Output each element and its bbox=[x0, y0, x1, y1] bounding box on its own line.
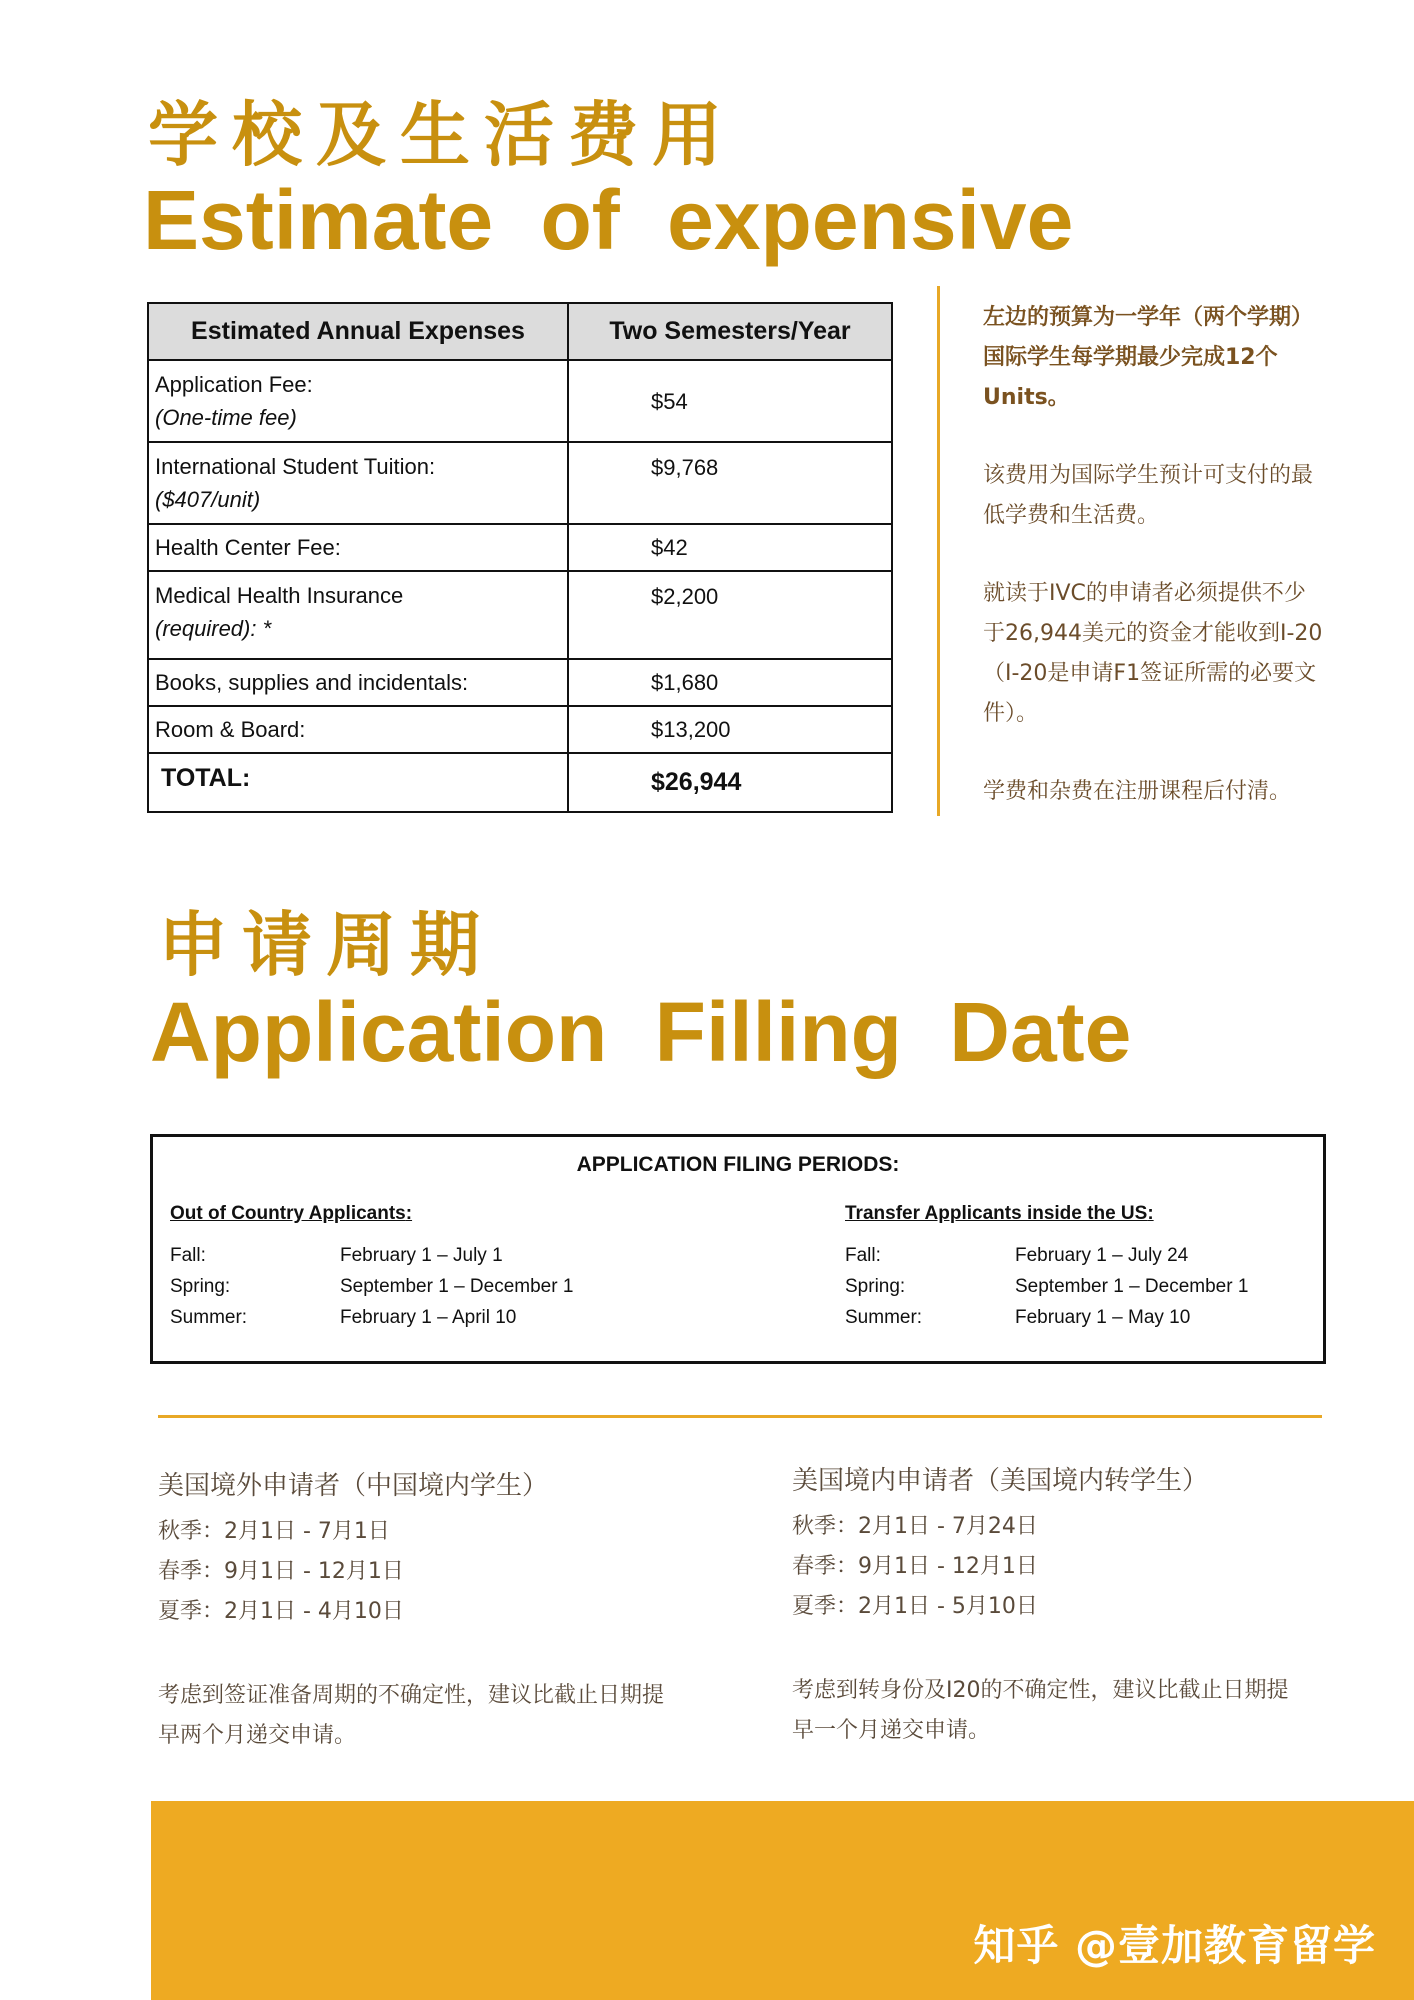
zh-period-line: 夏季：2月1日 - 5月10日 bbox=[792, 1594, 1038, 1619]
column-header: Two Semesters/Year bbox=[568, 303, 892, 360]
out-of-country-column bbox=[170, 1203, 573, 1338]
zh-left-heading: 美国境外申请者（中国境内学生） bbox=[158, 1471, 549, 1501]
expenses-table bbox=[147, 302, 893, 813]
note-line: 学费和杂费在注册课程后付清。 bbox=[983, 779, 1292, 804]
note-line: 该费用为国际学生预计可支付的最 bbox=[983, 463, 1314, 488]
zh-period-line: 春季：9月1日 - 12月1日 bbox=[792, 1554, 1038, 1579]
period-row: Fall: February 1 – July 1 bbox=[170, 1245, 503, 1266]
column-header: Estimated Annual Expenses bbox=[148, 303, 568, 360]
expense-label: Books, supplies and incidentals: bbox=[148, 659, 568, 706]
table-row bbox=[148, 706, 892, 753]
note-bold-line: Units。 bbox=[983, 385, 1070, 410]
expense-label: Medical Health Insurance (required): * bbox=[148, 571, 568, 659]
filing-periods-box bbox=[150, 1134, 1326, 1364]
expense-value: $9,768 bbox=[568, 442, 892, 524]
transfer-heading: Transfer Applicants inside the US: bbox=[845, 1203, 1154, 1224]
zh-period-line: 秋季：2月1日 - 7月1日 bbox=[158, 1519, 390, 1544]
note-line: 低学费和生活费。 bbox=[983, 503, 1160, 528]
table-row bbox=[148, 659, 892, 706]
expense-label: Health Center Fee: bbox=[148, 524, 568, 571]
filing-periods-title: APPLICATION FILING PERIODS: bbox=[576, 1153, 900, 1176]
period-row: Spring: September 1 – December 1 bbox=[845, 1276, 1249, 1297]
table-row bbox=[148, 442, 892, 524]
zh-period-line: 春季：9月1日 - 12月1日 bbox=[158, 1559, 404, 1584]
note-bold-line: 国际学生每学期最少完成12个 bbox=[983, 345, 1278, 370]
side-notes bbox=[983, 298, 1353, 812]
expense-value: $13,200 bbox=[568, 706, 892, 753]
note-line: 件）。 bbox=[983, 701, 1039, 726]
table-row bbox=[148, 571, 892, 659]
period-row: Summer: February 1 – April 10 bbox=[170, 1307, 517, 1328]
watermark-text: 知乎 @壹加教育留学 bbox=[973, 1921, 1376, 1970]
total-value: $26,944 bbox=[568, 753, 892, 812]
section-title-en: Estimate of expensive bbox=[143, 173, 1074, 267]
zh-right-heading: 美国境内申请者（美国境内转学生） bbox=[792, 1466, 1209, 1496]
zh-left-note: 考虑到签证准备周期的不确定性，建议比截止日期提 早两个月递交申请。 bbox=[158, 1683, 665, 1748]
zh-left-column bbox=[158, 1465, 718, 1756]
expense-label: Application Fee: (One-time fee) bbox=[148, 360, 568, 442]
horizontal-divider bbox=[158, 1415, 1322, 1418]
note-line: （I-20是申请F1签证所需的必要文 bbox=[983, 661, 1317, 686]
expense-value: $42 bbox=[568, 524, 892, 571]
zh-period-line: 夏季：2月1日 - 4月10日 bbox=[158, 1599, 404, 1624]
note-line: 于26,944美元的资金才能收到I-20 bbox=[983, 621, 1323, 646]
vertical-divider bbox=[937, 286, 940, 816]
period-row: Spring: September 1 – December 1 bbox=[170, 1276, 574, 1297]
zh-right-note: 考虑到转身份及I20的不确定性，建议比截止日期提 早一个月递交申请。 bbox=[792, 1678, 1289, 1743]
transfer-column bbox=[845, 1203, 1248, 1338]
footer-band bbox=[151, 1801, 1414, 2000]
zh-period-line: 秋季：2月1日 - 7月24日 bbox=[792, 1514, 1038, 1539]
table-row bbox=[148, 524, 892, 571]
zh-right-column bbox=[792, 1460, 1352, 1751]
section-title-en-2: Application Filling Date bbox=[150, 985, 1132, 1079]
table-row bbox=[148, 360, 892, 442]
note-bold-line: 左边的预算为一学年（两个学期） bbox=[983, 305, 1314, 330]
section-title-zh-2: 申请周期 bbox=[158, 904, 494, 986]
expense-value: $1,680 bbox=[568, 659, 892, 706]
period-row: Fall: February 1 – July 24 bbox=[845, 1245, 1189, 1266]
period-row: Summer: February 1 – May 10 bbox=[845, 1307, 1191, 1328]
expense-label: International Student Tuition: ($407/unit) bbox=[148, 442, 568, 524]
section-title-zh: 学校及生活费用 bbox=[148, 94, 736, 176]
out-of-country-heading: Out of Country Applicants: bbox=[170, 1203, 413, 1224]
table-header-row bbox=[148, 303, 892, 360]
expense-value: $54 bbox=[568, 360, 892, 442]
total-label: TOTAL: bbox=[148, 753, 568, 812]
total-row bbox=[148, 753, 892, 812]
expense-value: $2,200 bbox=[568, 571, 892, 659]
expense-label: Room & Board: bbox=[148, 706, 568, 753]
note-line: 就读于IVC的申请者必须提供不少 bbox=[983, 581, 1306, 606]
